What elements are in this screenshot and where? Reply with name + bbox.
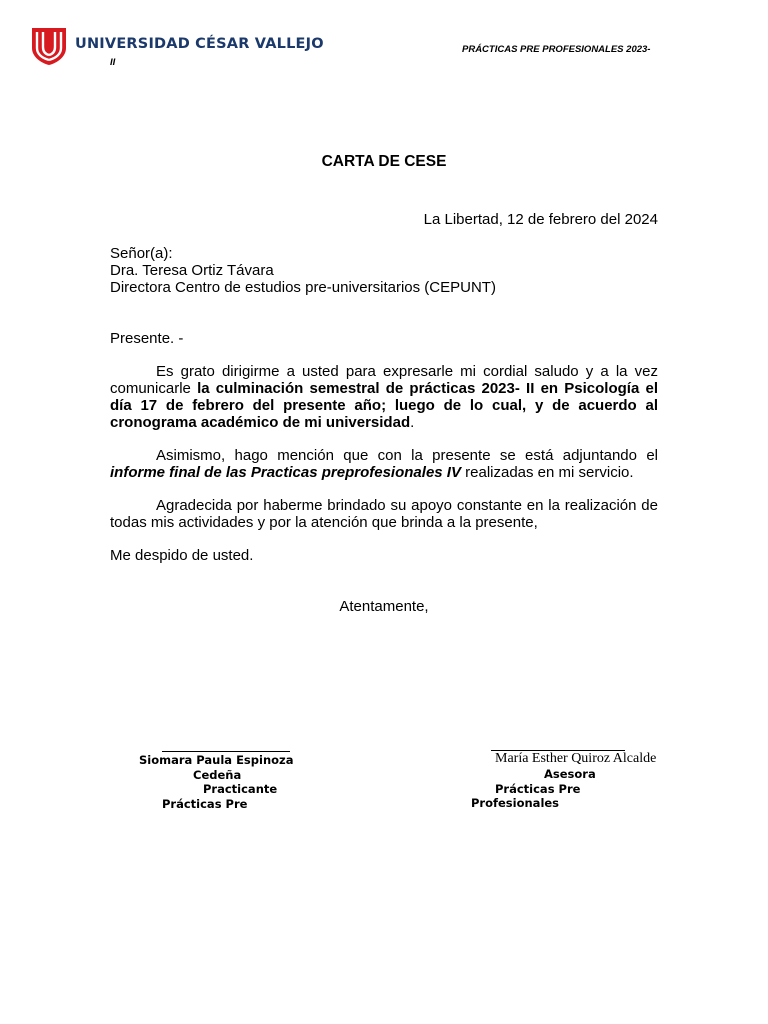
shield-icon bbox=[30, 26, 68, 66]
left-signer-role: Practicante bbox=[203, 782, 278, 796]
p1-bold: la culminación semestral de prácticas 2023- II en Psicología el día 17 de febrero del presente año; luego de lo cual, y de acuerdo al cronograma académico de mi universidad bbox=[110, 380, 658, 431]
letter-title: CARTA DE CESE bbox=[321, 153, 447, 170]
place-date: La Libertad, 12 de febrero del 2024 bbox=[423, 211, 658, 228]
right-signer-name: María Esther Quiroz Alcalde bbox=[495, 751, 657, 766]
p1-text: Es grato dirigirme a usted para expresarle mi cordial saludo y a la vez comunicarle bbox=[110, 363, 658, 397]
paragraph-2 bbox=[110, 447, 658, 481]
recipient-role: Directora Centro de estudios pre-universitarios (CEPUNT) bbox=[110, 279, 496, 296]
university-name: UNIVERSIDAD CÉSAR VALLEJO bbox=[75, 36, 324, 52]
header-practice-label: PRÁCTICAS PRE PROFESIONALES 2023- bbox=[462, 44, 651, 55]
paragraph-3 bbox=[110, 497, 658, 531]
closing: Atentamente, bbox=[339, 598, 429, 615]
right-signer-role: Asesora bbox=[544, 767, 596, 781]
left-signer-name-cont: Cedeña bbox=[193, 768, 242, 782]
presente: Presente. - bbox=[110, 330, 184, 347]
header-practice-label-cont: II bbox=[110, 57, 116, 68]
p3-text: Agradecida por haberme brindado su apoyo constante en la realización de todas mis actividades y por la atención que brinda a la presente, bbox=[110, 497, 658, 531]
p2-text: Asimismo, hago mención que con la presente se está adjuntando el bbox=[156, 447, 658, 464]
university-logo bbox=[30, 26, 324, 66]
right-signer-program: Prácticas Pre bbox=[495, 782, 581, 796]
right-signer-program-cont: Profesionales bbox=[471, 796, 560, 810]
recipient-name: Dra. Teresa Ortiz Távara bbox=[110, 262, 274, 279]
farewell: Me despido de usted. bbox=[110, 547, 254, 564]
salutation: Señor(a): bbox=[110, 245, 173, 262]
p1-end: . bbox=[410, 414, 415, 431]
paragraph-1 bbox=[110, 363, 658, 431]
signature-line-left bbox=[162, 751, 290, 752]
p2-bold-italic: informe final de las Practicas preprofesionales IV bbox=[110, 464, 461, 481]
left-signer-name: Siomara Paula Espinoza bbox=[139, 753, 294, 767]
left-signer-program: Prácticas Pre bbox=[162, 797, 248, 811]
p2-end: realizadas en mi servicio. bbox=[460, 464, 634, 481]
